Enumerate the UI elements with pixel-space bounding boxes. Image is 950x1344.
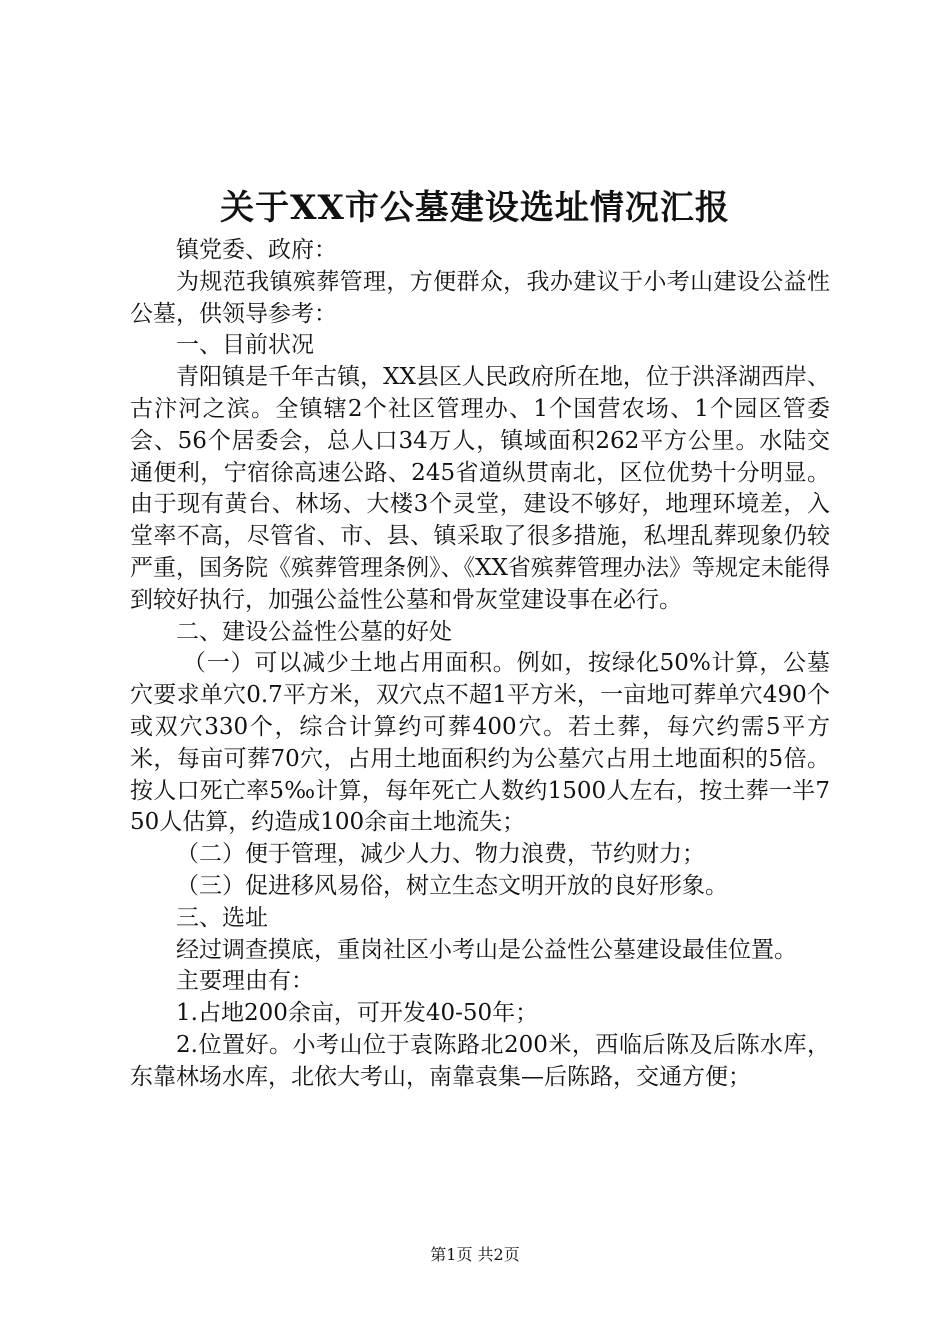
benefit-item-3: （三）促进移风易俗，树立生态文明开放的良好形象。 bbox=[176, 872, 728, 899]
salutation: 镇党委、政府： bbox=[176, 237, 337, 263]
current-status-paragraph: 青阳镇是千年古镇，XX县区人民政府所在地，位于洪泽湖西岸、古汴河之滨。全镇辖2个社区管理办、1个国营农场、1个园区管委会、56个居委会，总人口34万人，镇域面积262平方公里。水陆交通便利，宁宿徐高速公路、245省道纵贯南北，区位优势十分明显。由于现有黄台、林场、大楼3个灵堂，建设不够好，地理环境差，入堂率不高，尽管省、市、县、镇采取了很多措施，私埋乱葬现象仍较严重，国务院《殡葬管理条例》、《XX省殡葬管理办法》等规定未能得到较好执行，加强公益性公墓和骨灰堂建设事在必行。 bbox=[130, 364, 830, 613]
intro-paragraph: 为规范我镇殡葬管理，方便群众，我办建议于小考山建设公益性公墓，供领导参考： bbox=[130, 268, 830, 327]
reason-item-2: 2.位置好。小考山位于袁陈路北200米，西临后陈及后陈水库，东靠林场水库，北依大考山，南靠袁集—后陈路，交通方便； bbox=[130, 1031, 830, 1090]
reason-item-1: 1.占地200余亩，可开发40-50年； bbox=[176, 1000, 539, 1027]
page-number-footer: 第1页 共2页 bbox=[430, 1245, 520, 1264]
section-heading-site-selection: 三、选址 bbox=[176, 904, 268, 931]
benefit-item-1: （一）可以减少土地占用面积。例如，按绿化50%计算，公墓穴要求单穴0.7平方米，双穴点不超1平方米，一亩地可葬单穴490个或双穴330个，综合计算约可葬400穴。若土葬，每穴约需5平方米，每亩可葬70穴，占用土地面积约为公墓穴占用土地面积的5倍。按人口死亡率5‰计算，每年死亡人数约1500人左右，按土葬一半750人估算，约造成100余亩土地流失； bbox=[130, 650, 830, 836]
site-selection-paragraph: 经过调查摸底，重岗社区小考山是公益性公墓建设最佳位置。 bbox=[176, 936, 797, 963]
section-heading-current-status: 一、目前状况 bbox=[176, 332, 314, 359]
benefit-item-2: （二）便于管理，减少人力、物力浪费，节约财力； bbox=[176, 841, 705, 868]
section-heading-benefits: 二、建设公益性公墓的好处 bbox=[176, 618, 452, 645]
document-title: 关于XX市公墓建设选址情况汇报 bbox=[220, 188, 730, 228]
reasons-heading: 主要理由有： bbox=[176, 968, 314, 995]
document-body bbox=[130, 235, 830, 1094]
